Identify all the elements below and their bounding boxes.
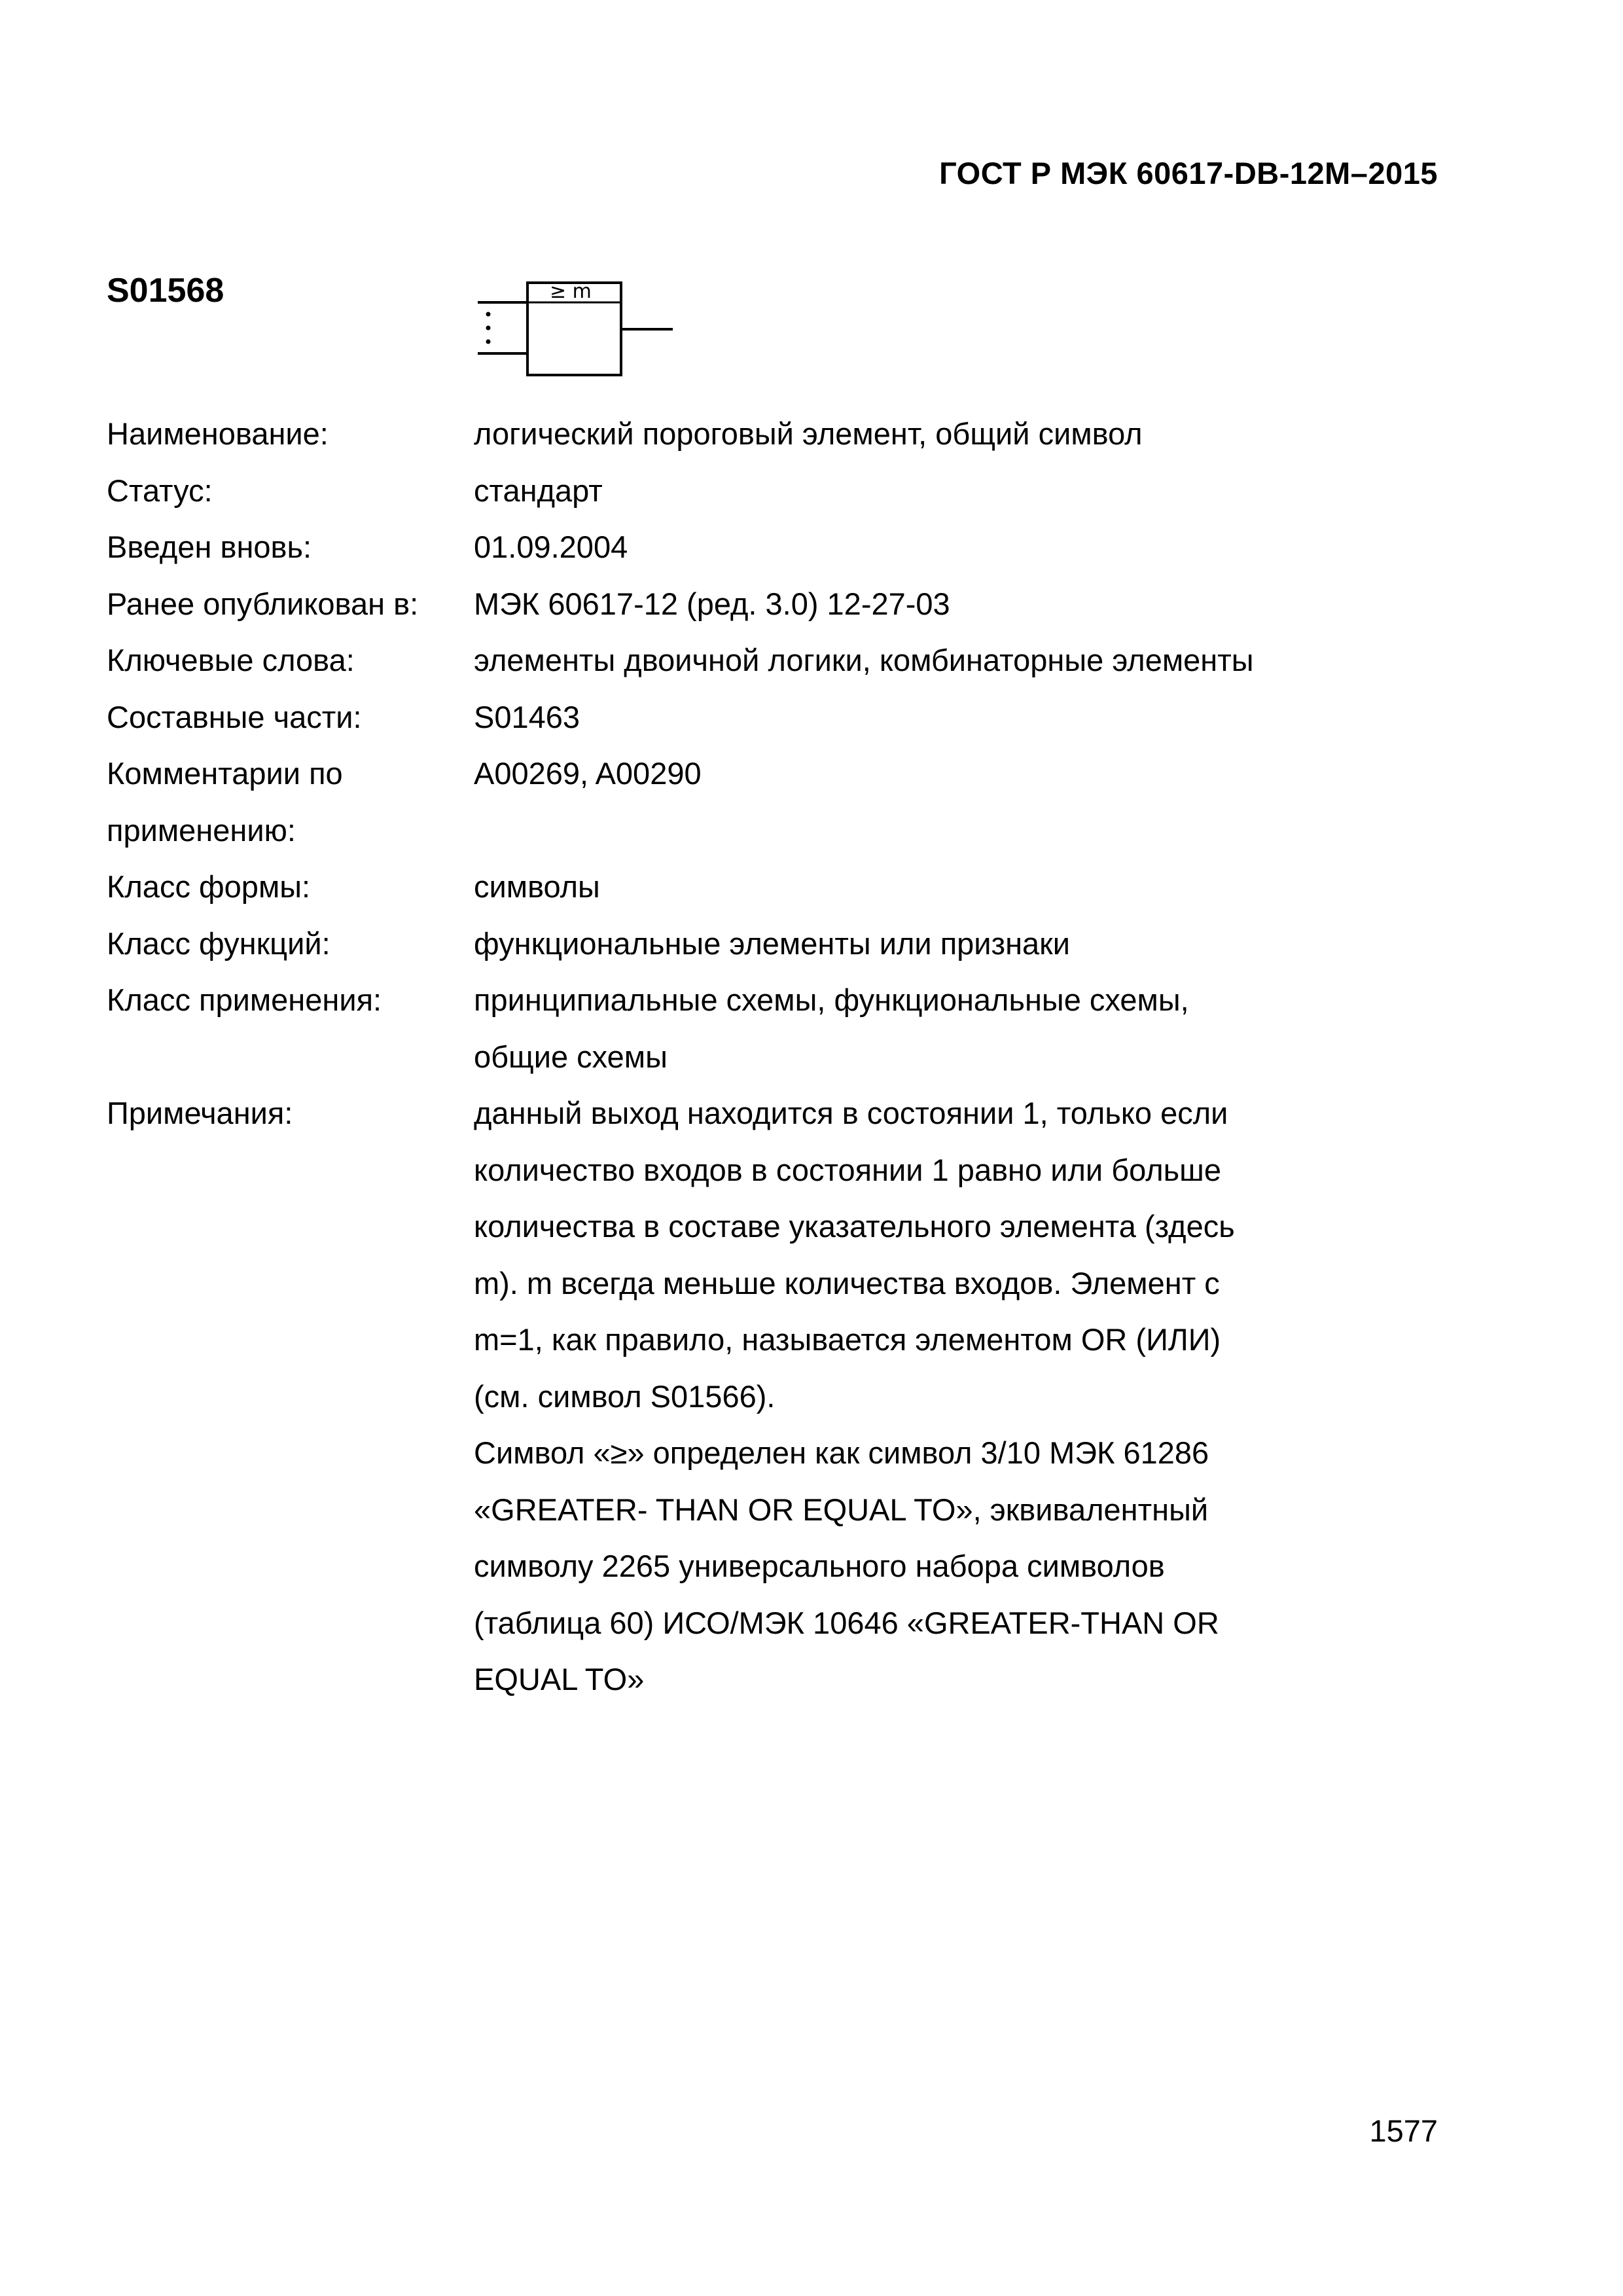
field-value-line: S01463 bbox=[474, 699, 580, 734]
field-value bbox=[474, 1085, 1325, 1708]
field-label-line: Ключевые слова: bbox=[107, 643, 355, 677]
field-value-line: символы bbox=[474, 869, 600, 904]
field-label-line: Класс формы: bbox=[107, 869, 311, 904]
field-label-line: Статус: bbox=[107, 473, 213, 508]
field-value-line: символу 2265 универсального набора символов bbox=[474, 1549, 1165, 1583]
field-label bbox=[107, 576, 474, 633]
field-value-line: функциональные элементы или признаки bbox=[474, 925, 1070, 961]
field-value-line: МЭК 60617-12 (ред. 3.0) 12-27-03 bbox=[474, 586, 950, 621]
field-row bbox=[107, 745, 1337, 859]
field-row bbox=[107, 689, 1337, 746]
field-value bbox=[474, 519, 1325, 576]
field-value bbox=[474, 689, 1325, 746]
field-value bbox=[474, 576, 1325, 633]
field-label-line: применению: bbox=[107, 812, 296, 848]
document-code: ГОСТ Р МЭК 60617-DB-12М–2015 bbox=[939, 156, 1438, 190]
field-value bbox=[474, 632, 1325, 689]
field-row bbox=[107, 576, 1337, 633]
field-label bbox=[107, 632, 474, 689]
field-label-line: Класс применения: bbox=[107, 982, 382, 1017]
field-label-line: Комментарии по bbox=[107, 756, 343, 791]
field-row bbox=[107, 916, 1337, 973]
metadata-fields bbox=[107, 406, 1337, 1708]
field-label-line: Составные части: bbox=[107, 699, 362, 734]
field-value-line: данный выход находится в состоянии 1, только если bbox=[474, 1096, 1228, 1130]
field-value-line: стандарт bbox=[474, 473, 603, 508]
field-label-line: Наименование: bbox=[107, 416, 329, 451]
field-label bbox=[107, 519, 474, 576]
field-value bbox=[474, 916, 1325, 973]
field-label bbox=[107, 972, 474, 1085]
threshold-logic-element-symbol-icon bbox=[476, 280, 673, 382]
field-value-line: принципиальные схемы, функциональные схемы, bbox=[474, 982, 1189, 1017]
field-value-line: элементы двоичной логики, комбинаторные элементы bbox=[474, 643, 1254, 677]
page-number: 1577 bbox=[1369, 2113, 1438, 2148]
field-value-line: Символ «≥» определен как символ 3/10 МЭК 61286 bbox=[474, 1435, 1209, 1470]
field-value-line: m=1, как правило, называется элементом OR (ИЛИ) bbox=[474, 1322, 1221, 1357]
field-value-line: EQUAL TO» bbox=[474, 1662, 645, 1696]
field-row bbox=[107, 632, 1337, 689]
field-row bbox=[107, 463, 1337, 520]
field-value-line: 01.09.2004 bbox=[474, 529, 628, 564]
symbol-id: S01568 bbox=[107, 272, 224, 310]
field-value bbox=[474, 463, 1325, 520]
field-value-line: m). m всегда меньше количества входов. Элемент с bbox=[474, 1265, 1220, 1300]
field-value-line: общие схемы bbox=[474, 1039, 668, 1074]
field-label bbox=[107, 463, 474, 520]
field-label bbox=[107, 916, 474, 973]
field-label-line: Примечания: bbox=[107, 1096, 293, 1130]
field-row bbox=[107, 406, 1337, 463]
field-value bbox=[474, 859, 1325, 916]
field-label-line: Ранее опубликован в: bbox=[107, 586, 419, 621]
field-row bbox=[107, 859, 1337, 916]
field-label bbox=[107, 1085, 474, 1708]
field-value bbox=[474, 972, 1325, 1085]
field-value-line: (см. символ S01566). bbox=[474, 1378, 776, 1414]
field-value-line: количества в составе указательного элемента (здесь bbox=[474, 1209, 1235, 1244]
field-label-line: Класс функций: bbox=[107, 925, 330, 961]
field-value-line: «GREATER- THAN OR EQUAL TO», эквивалентный bbox=[474, 1492, 1209, 1527]
field-value bbox=[474, 406, 1325, 463]
field-value-line: логический пороговый элемент, общий символ bbox=[474, 416, 1143, 451]
field-value-line: A00269, A00290 bbox=[474, 756, 702, 791]
symbol-graphic-label: ≥ m bbox=[550, 280, 592, 303]
field-row bbox=[107, 519, 1337, 576]
field-value bbox=[474, 745, 1325, 859]
field-row bbox=[107, 972, 1337, 1085]
field-label bbox=[107, 859, 474, 916]
field-label bbox=[107, 689, 474, 746]
field-label-line: Введен вновь: bbox=[107, 529, 312, 564]
field-label bbox=[107, 406, 474, 463]
field-label bbox=[107, 745, 474, 859]
field-value-line: количество входов в состоянии 1 равно или больше bbox=[474, 1152, 1221, 1187]
field-value-line: (таблица 60) ИСО/МЭК 10646 «GREATER-THAN OR bbox=[474, 1605, 1219, 1640]
field-row bbox=[107, 1085, 1337, 1708]
